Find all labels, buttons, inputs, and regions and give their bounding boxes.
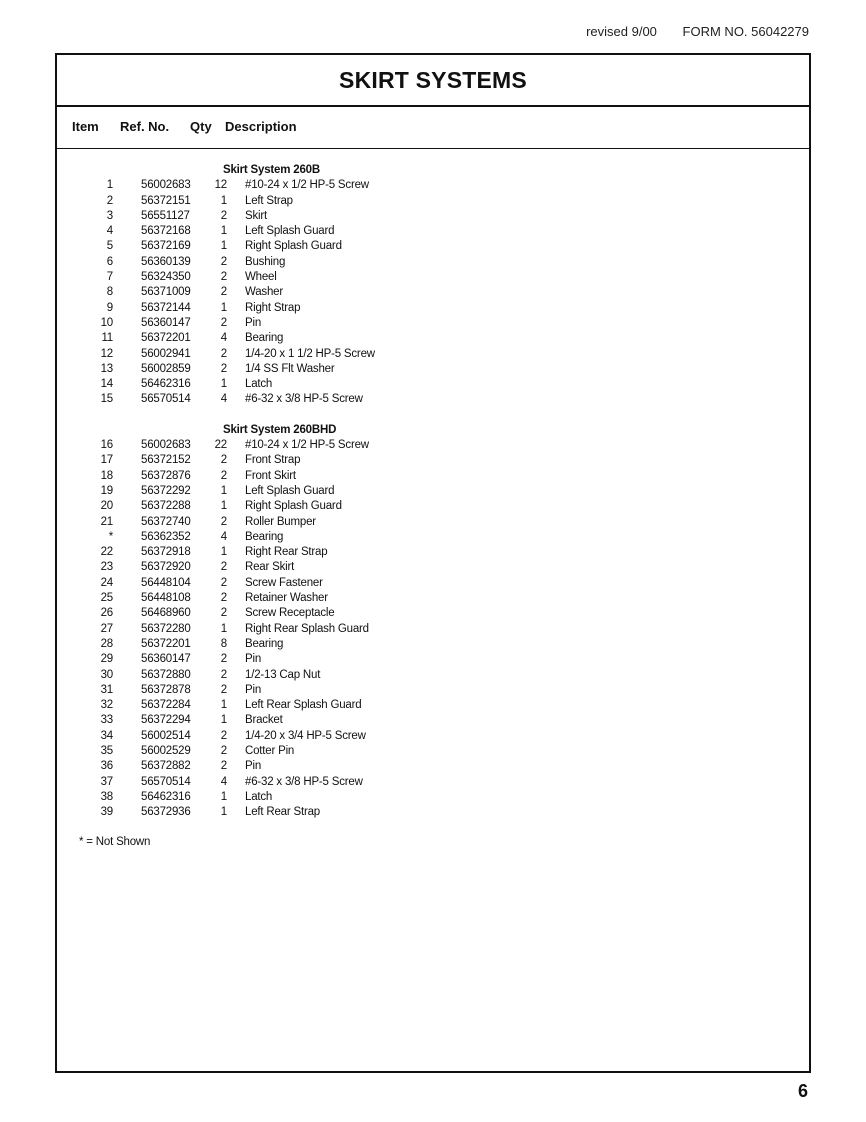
quantity: 22 bbox=[214, 439, 227, 452]
description: Washer bbox=[245, 286, 283, 299]
quantity: 1 bbox=[220, 225, 227, 238]
parts-row bbox=[79, 453, 831, 468]
ref-number: 56360147 bbox=[141, 653, 191, 666]
description: #10-24 x 1/2 HP-5 Screw bbox=[245, 439, 369, 452]
quantity: 2 bbox=[220, 469, 227, 482]
ref-number: 56372168 bbox=[141, 225, 191, 238]
ref-number: 56002683 bbox=[141, 179, 191, 192]
description: Screw Fastener bbox=[245, 576, 323, 589]
quantity: 2 bbox=[220, 515, 227, 528]
quantity: 1 bbox=[220, 714, 227, 727]
description: #6-32 x 3/8 HP-5 Screw bbox=[245, 775, 363, 788]
column-header-item: Item bbox=[72, 119, 99, 134]
parts-row bbox=[79, 606, 831, 621]
description: Right Splash Guard bbox=[245, 240, 342, 253]
ref-number: 56360147 bbox=[141, 316, 191, 329]
ref-number: 56002529 bbox=[141, 744, 191, 757]
section-gap bbox=[57, 408, 809, 423]
description: Retainer Washer bbox=[245, 592, 328, 605]
ref-number: 56448104 bbox=[141, 576, 191, 589]
parts-row bbox=[79, 637, 831, 652]
ref-number: 56462316 bbox=[141, 378, 191, 391]
item-number: 19 bbox=[100, 484, 113, 497]
description: 1/4-20 x 3/4 HP-5 Screw bbox=[245, 729, 366, 742]
description: Bearing bbox=[245, 637, 284, 650]
item-number: 2 bbox=[106, 194, 113, 207]
description: Front Skirt bbox=[245, 469, 296, 482]
description: Pin bbox=[245, 760, 262, 773]
page-header bbox=[564, 24, 809, 39]
item-number: 24 bbox=[100, 576, 113, 589]
ref-number: 56372201 bbox=[141, 332, 191, 345]
quantity: 2 bbox=[220, 729, 227, 742]
description: Bushing bbox=[245, 255, 286, 268]
ref-number: 56372284 bbox=[141, 699, 191, 712]
column-header-ref: Ref. No. bbox=[120, 119, 170, 134]
item-number: 26 bbox=[100, 607, 113, 620]
item-number: 34 bbox=[100, 729, 113, 742]
item-number: 8 bbox=[106, 286, 113, 299]
parts-row bbox=[79, 560, 831, 575]
description: Left Rear Strap bbox=[245, 806, 320, 819]
ref-number: 56372292 bbox=[141, 484, 191, 497]
quantity: 1 bbox=[220, 699, 227, 712]
ref-number: 56324350 bbox=[141, 271, 191, 284]
parts-list-body bbox=[57, 149, 809, 848]
ref-number: 56372201 bbox=[141, 637, 191, 650]
item-number: 18 bbox=[100, 469, 113, 482]
quantity: 2 bbox=[220, 668, 227, 681]
ref-number: 56462316 bbox=[141, 790, 191, 803]
ref-number: 56372152 bbox=[141, 454, 191, 467]
ref-number: 56360139 bbox=[141, 255, 191, 268]
item-number: 3 bbox=[106, 209, 113, 222]
item-number: 23 bbox=[100, 561, 113, 574]
ref-number: 56372880 bbox=[141, 668, 191, 681]
column-headers bbox=[57, 107, 809, 149]
item-number: 32 bbox=[100, 699, 113, 712]
quantity: 1 bbox=[220, 378, 227, 391]
description: Left Rear Splash Guard bbox=[245, 699, 362, 712]
quantity: 1 bbox=[220, 806, 227, 819]
parts-row bbox=[79, 209, 831, 224]
parts-row bbox=[79, 392, 831, 407]
quantity: 2 bbox=[220, 683, 227, 696]
description: Left Splash Guard bbox=[245, 225, 335, 238]
ref-number: 56372288 bbox=[141, 500, 191, 513]
parts-row bbox=[79, 362, 831, 377]
description: Latch bbox=[245, 790, 273, 803]
parts-row bbox=[79, 469, 831, 484]
ref-number: 56372920 bbox=[141, 561, 191, 574]
item-number: 5 bbox=[106, 240, 113, 253]
page-number: 6 bbox=[797, 1081, 808, 1101]
page-title: SKIRT SYSTEMS bbox=[57, 55, 809, 107]
footnote: * = Not Shown bbox=[79, 836, 151, 849]
item-number: 35 bbox=[100, 744, 113, 757]
ref-number: 56372918 bbox=[141, 546, 191, 559]
quantity: 2 bbox=[220, 454, 227, 467]
item-number: 36 bbox=[100, 760, 113, 773]
description: 1/2-13 Cap Nut bbox=[245, 668, 321, 681]
item-number: 9 bbox=[106, 301, 113, 314]
quantity: 4 bbox=[220, 332, 227, 345]
item-number: 17 bbox=[100, 454, 113, 467]
quantity: 2 bbox=[220, 209, 227, 222]
quantity: 2 bbox=[220, 592, 227, 605]
description: Pin bbox=[245, 653, 262, 666]
quantity: 2 bbox=[220, 316, 227, 329]
quantity: 2 bbox=[220, 576, 227, 589]
item-number: 13 bbox=[100, 362, 113, 375]
item-number: 27 bbox=[100, 622, 113, 635]
parts-row bbox=[79, 729, 831, 744]
item-number: 25 bbox=[100, 592, 113, 605]
column-header-qty: Qty bbox=[190, 119, 212, 134]
item-number: 20 bbox=[100, 500, 113, 513]
item-number: 37 bbox=[100, 775, 113, 788]
form-number: FORM NO. 56042279 bbox=[682, 24, 809, 39]
parts-row bbox=[79, 698, 831, 713]
item-number: 4 bbox=[106, 225, 113, 238]
parts-row bbox=[79, 178, 831, 193]
quantity: 4 bbox=[220, 530, 227, 543]
description: Wheel bbox=[245, 271, 277, 284]
parts-row bbox=[79, 805, 831, 820]
item-number: 31 bbox=[100, 683, 113, 696]
ref-number: 56551127 bbox=[141, 209, 190, 222]
ref-number: 56372876 bbox=[141, 469, 191, 482]
description: Right Rear Splash Guard bbox=[245, 622, 369, 635]
description: Bearing bbox=[245, 530, 284, 543]
ref-number: 56372280 bbox=[141, 622, 191, 635]
description: #6-32 x 3/8 HP-5 Screw bbox=[245, 393, 363, 406]
description: Rear Skirt bbox=[245, 561, 295, 574]
parts-row bbox=[79, 775, 831, 790]
parts-row bbox=[79, 301, 831, 316]
quantity: 2 bbox=[220, 347, 227, 360]
parts-row bbox=[79, 239, 831, 254]
parts-row bbox=[79, 576, 831, 591]
quantity: 2 bbox=[220, 744, 227, 757]
parts-row bbox=[79, 652, 831, 667]
ref-number: 56372169 bbox=[141, 240, 191, 253]
ref-number: 56372936 bbox=[141, 806, 191, 819]
item-number: 22 bbox=[100, 546, 113, 559]
quantity: 2 bbox=[220, 271, 227, 284]
quantity: 1 bbox=[220, 194, 227, 207]
item-number: 10 bbox=[100, 316, 113, 329]
ref-number: 56372144 bbox=[141, 301, 191, 314]
description: #10-24 x 1/2 HP-5 Screw bbox=[245, 179, 369, 192]
item-number: 16 bbox=[100, 439, 113, 452]
quantity: 1 bbox=[220, 301, 227, 314]
description: Right Strap bbox=[245, 301, 301, 314]
parts-row bbox=[79, 377, 831, 392]
quantity: 12 bbox=[214, 179, 227, 192]
parts-row bbox=[79, 591, 831, 606]
item-number: 6 bbox=[106, 255, 113, 268]
parts-row bbox=[79, 316, 831, 331]
description: Left Splash Guard bbox=[245, 484, 335, 497]
item-number: 12 bbox=[100, 347, 113, 360]
ref-number: 56002683 bbox=[141, 439, 191, 452]
description: Cotter Pin bbox=[245, 744, 295, 757]
description: Bracket bbox=[245, 714, 283, 727]
description: 1/4-20 x 1 1/2 HP-5 Screw bbox=[245, 347, 375, 360]
item-number: * bbox=[108, 530, 113, 543]
parts-row bbox=[79, 484, 831, 499]
description: Front Strap bbox=[245, 454, 301, 467]
item-number: 11 bbox=[101, 332, 113, 345]
item-number: 38 bbox=[100, 790, 113, 803]
parts-row bbox=[79, 499, 831, 514]
parts-row bbox=[79, 759, 831, 774]
description: Left Strap bbox=[245, 194, 293, 207]
quantity: 8 bbox=[220, 637, 227, 650]
parts-row bbox=[79, 255, 831, 270]
ref-number: 56362352 bbox=[141, 530, 191, 543]
description: Bearing bbox=[245, 332, 284, 345]
ref-number: 56372294 bbox=[141, 714, 191, 727]
ref-number: 56468960 bbox=[141, 607, 191, 620]
parts-row bbox=[79, 744, 831, 759]
item-number: 29 bbox=[100, 653, 113, 666]
parts-row bbox=[79, 270, 831, 285]
ref-number: 56002941 bbox=[141, 347, 191, 360]
ref-number: 56372882 bbox=[141, 760, 191, 773]
description: Skirt bbox=[245, 209, 268, 222]
quantity: 2 bbox=[220, 653, 227, 666]
description: 1/4 SS Flt Washer bbox=[245, 362, 335, 375]
parts-row bbox=[79, 790, 831, 805]
ref-number: 56448108 bbox=[141, 592, 191, 605]
item-number: 14 bbox=[100, 378, 113, 391]
revised-date: revised 9/00 bbox=[586, 24, 657, 39]
parts-row bbox=[79, 194, 831, 209]
parts-row bbox=[79, 530, 831, 545]
ref-number: 56372151 bbox=[141, 194, 191, 207]
parts-row bbox=[79, 285, 831, 300]
item-number: 39 bbox=[100, 806, 113, 819]
quantity: 1 bbox=[220, 484, 227, 497]
quantity: 4 bbox=[220, 393, 227, 406]
ref-number: 56372878 bbox=[141, 683, 191, 696]
item-number: 30 bbox=[100, 668, 113, 681]
quantity: 1 bbox=[220, 790, 227, 803]
description: Screw Receptacle bbox=[245, 607, 335, 620]
section-title: Skirt System 260BHD bbox=[223, 423, 337, 436]
description: Roller Bumper bbox=[245, 515, 316, 528]
quantity: 1 bbox=[220, 500, 227, 513]
item-number: 21 bbox=[100, 515, 113, 528]
item-number: 33 bbox=[100, 714, 113, 727]
parts-row bbox=[79, 683, 831, 698]
parts-row bbox=[79, 668, 831, 683]
parts-row bbox=[79, 545, 831, 560]
quantity: 2 bbox=[220, 286, 227, 299]
item-number: 15 bbox=[100, 393, 113, 406]
ref-number: 56002514 bbox=[141, 729, 191, 742]
quantity: 2 bbox=[220, 561, 227, 574]
item-number: 28 bbox=[100, 637, 113, 650]
description: Pin bbox=[245, 683, 262, 696]
parts-row bbox=[79, 622, 831, 637]
section-title: Skirt System 260B bbox=[223, 164, 320, 176]
description: Latch bbox=[245, 378, 273, 391]
quantity: 2 bbox=[220, 255, 227, 268]
description: Right Rear Strap bbox=[245, 546, 328, 559]
parts-row bbox=[79, 224, 831, 239]
ref-number: 56570514 bbox=[141, 393, 191, 406]
ref-number: 56372740 bbox=[141, 515, 191, 528]
parts-row bbox=[79, 331, 831, 346]
quantity: 1 bbox=[220, 546, 227, 559]
quantity: 1 bbox=[220, 622, 227, 635]
ref-number: 56570514 bbox=[141, 775, 191, 788]
parts-list-frame bbox=[55, 53, 811, 1073]
ref-number: 56002859 bbox=[141, 362, 191, 375]
item-number: 1 bbox=[106, 179, 113, 192]
column-header-description: Description bbox=[225, 119, 297, 134]
quantity: 2 bbox=[220, 760, 227, 773]
parts-row bbox=[79, 347, 831, 362]
description: Right Splash Guard bbox=[245, 500, 342, 513]
quantity: 2 bbox=[220, 607, 227, 620]
quantity: 2 bbox=[220, 362, 227, 375]
parts-row bbox=[79, 713, 831, 728]
parts-row bbox=[79, 515, 831, 530]
description: Pin bbox=[245, 316, 262, 329]
parts-row bbox=[79, 438, 831, 453]
ref-number: 56371009 bbox=[141, 286, 191, 299]
quantity: 1 bbox=[220, 240, 227, 253]
item-number: 7 bbox=[106, 271, 113, 284]
quantity: 4 bbox=[220, 775, 227, 788]
